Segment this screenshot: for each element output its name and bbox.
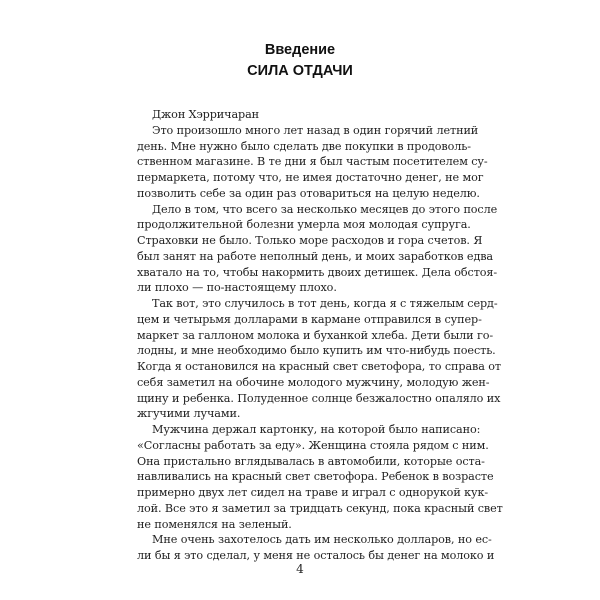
text-line: Это произошло много лет назад в один горячий летний (152, 123, 479, 137)
page-number: 4 (296, 562, 304, 576)
text-line: лодны, и мне необходимо было купить им что-нибудь поесть. (137, 344, 496, 358)
paragraph (137, 202, 498, 297)
text-line: продолжительной болезни умерла моя молодая супруга. (137, 218, 471, 232)
text-line: навливались на красный свет светофора. Ребенок в возрасте (137, 470, 494, 484)
text-line: день. Мне нужно было сделать две покупки в продоволь- (137, 139, 471, 153)
text-line: позволить себе за один раз отовариться на целую неделю. (137, 186, 480, 200)
text-line: Так вот, это случилось в тот день, когда я с тяжелым серд- (152, 297, 498, 310)
paragraph (137, 296, 501, 422)
text-line: лой. Все это я заметил за тридцать секунд, пока красный свет (137, 501, 503, 515)
text-line: щину и ребенка. Полуденное солнце безжалостно опаляло их (137, 391, 501, 405)
text-line: Страховки не было. Только море расходов и гора счетов. Я (137, 234, 483, 247)
body-text (137, 107, 503, 564)
text-line: хватало на то, чтобы накормить двоих детишек. Дела обстоя- (137, 265, 498, 279)
text-line: Дело в том, что всего за несколько месяцев до этого после (152, 202, 498, 216)
paragraph (137, 123, 488, 202)
text-line: жгучими лучами. (137, 407, 241, 421)
author-name (137, 107, 462, 123)
text-line: Она пристально вглядывалась в автомобили, которые оста- (137, 454, 485, 468)
text-line: ственном магазине. В те дни я был частым посетителем су- (137, 155, 488, 169)
text-line: Джон Хэрричаран (152, 108, 259, 121)
text-line: примерно двух лет сидел на траве и играл с однорукой кук- (137, 486, 489, 499)
text-line: ли плохо — по-настоящему плохо. (137, 281, 337, 295)
text-line: ли бы я это сделал, у меня не осталось бы денег на молоко и (137, 549, 495, 562)
text-line: Мне очень захотелось дать им несколько долларов, но ес- (152, 533, 492, 547)
text-line: цем и четырьмя долларами в кармане отправился в супер- (137, 312, 482, 326)
text-line: «Согласны работать за еду». Женщина стояла рядом с ним. (137, 438, 489, 452)
text-line: маркет за галлоном молока и буханкой хлеба. Дети были го- (137, 328, 494, 342)
chapter-title: СИЛА ОТДАЧИ (247, 63, 353, 79)
text-line: не поменялся на зеленый. (137, 517, 292, 531)
paragraph (137, 532, 495, 564)
text-line: пермаркета, потому что, не имея достаточно денег, не мог (137, 171, 484, 184)
section-heading: Введение (264, 42, 336, 58)
text-line: Когда я остановился на красный свет светофора, то справа от (137, 360, 501, 373)
paragraph (137, 422, 503, 532)
text-line: себя заметил на обочине молодого мужчину, молодую жен- (137, 375, 490, 389)
text-line: Мужчина держал картонку, на которой было написано: (152, 423, 481, 436)
text-line: был занят на работе неполный день, и моих заработков едва (137, 249, 493, 263)
